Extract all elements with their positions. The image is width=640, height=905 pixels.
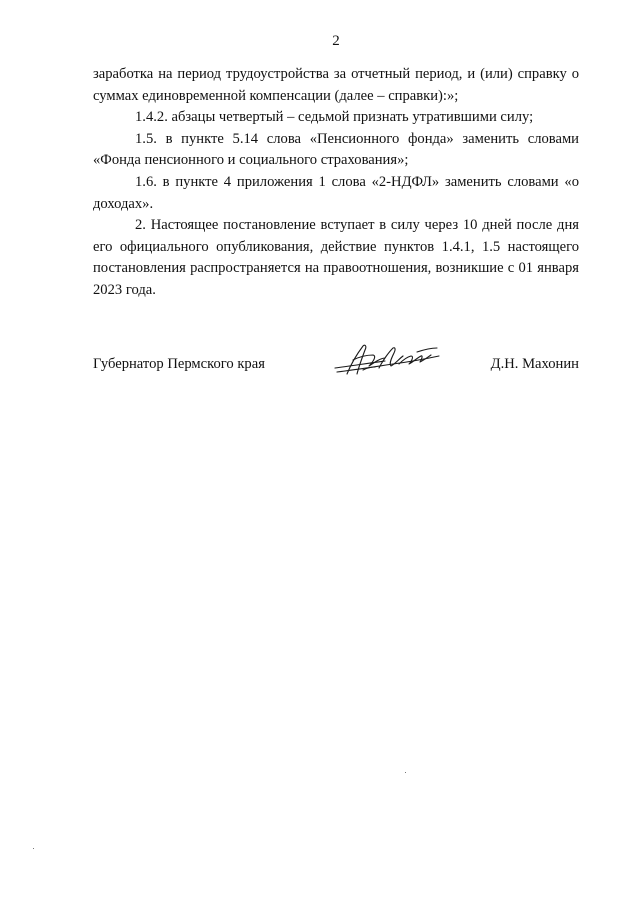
paragraph-1-4-2: 1.4.2. абзацы четвертый – седьмой признать утратившими силу;: [135, 109, 534, 126]
scan-speck: [405, 772, 406, 773]
signature-block: [93, 352, 579, 382]
signer-title: Губернатор Пермского края: [93, 356, 265, 372]
paragraph-2: 2. Настоящее постановление вступает в силу через 10 дней после дня его официального опубликования, действие пунктов 1.4.1, 1.5 настоящего постановления распространяется на правоотношения, возникшие с 01 января 2023 года.: [93, 217, 579, 298]
document-body: [93, 64, 579, 302]
paragraph-1-5: 1.5. в пункте 5.14 слова «Пенсионного фонда» заменить словами «Фонда пенсионного и социального страхования»;: [93, 130, 579, 169]
scan-speck: [33, 848, 34, 849]
paragraph-continuation: заработка на период трудоустройства за отчетный период, и (или) справку о суммах единовременной компенсации (далее – справки):»;: [93, 66, 579, 104]
signer-name: Д.Н. Махонин: [490, 356, 579, 372]
handwritten-signature: [333, 340, 443, 380]
paragraph-1-6: 1.6. в пункте 4 приложения 1 слова «2-НДФЛ» заменить словами «о доходах».: [93, 173, 579, 212]
page-number: 2: [332, 33, 340, 49]
